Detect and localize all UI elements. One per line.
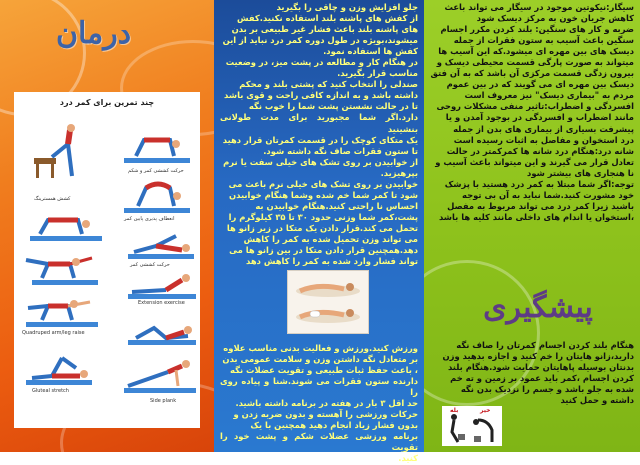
- lift-no-label: خیر: [480, 407, 491, 414]
- caption-spine-move: حرکت کششی کمر و شکم: [128, 168, 184, 174]
- extension-figure: [126, 270, 198, 300]
- caption-side-plank: Side plank: [150, 398, 177, 404]
- middle-text-bottom: ورزش کنید.ورزش و فعالیت بدنی مناسب علاوه بر متعادل نگه داشتن وزن و سلامت عمومی بدن ، باعث حفظ ثبات طبیعی و تقویت عضلات نگه دارنده ستون فقرات می شوند.شنا و پیاده روی را حد اقل ۳ بار در هفته در برنامه داشته باشید. حرکات ورزشی را آهسته و بدون ضربه زدن و بدون فشار زیاد انجام دهید همچنین با یک برنامه ورزشی عضلات شکم و پشت خود را تقویت کنید.: [220, 343, 418, 464]
- bird-dog-figure: [22, 250, 102, 286]
- lift-yes-label: بله: [450, 407, 459, 414]
- caption-extension: Extension exercise: [138, 300, 185, 306]
- quadruped-figure: [22, 292, 102, 328]
- exercise-illustration-panel: [14, 92, 200, 428]
- right-text-top: سیگار:نیکوتین موجود در سیگار می تواند باعث کاهش جریان خون به مرکز دیسک شود ضربه و کار های سنگین: بلند کردن مکرر اجسام سنگین باعث آسیب به ستون فقرات از جمله دیسک های بین مهره ای میشود.که این آسیب ها میتواند به صورت پارگی قسمت محیطی دیسک و بیرون زدگی قسمت مرکزی آن باشد که به آن فتق دیسک بین مهره ای می گویند که در بین عموم مردم به "بیماری دیسک" نیز معروف است افسردگی و اضطراب:تاثیر منفی مشکلات روحی مانند اضطراب و افسردگی در بوجود آمدن و یا پیشرفت بسیاری از بیماری های بدن از جمله درد استخوان و مفاصل به اثبات رسیده است شانه درد:هنگام درد شانه ها کمرکمتر در حالت تعادل قرار می گیرند و این میتواند باعث آسیب و نا هنجاری های بیشتر شود توجه:اگر شما مبتلا به کمر درد هستید با پزشک خود مشورت کنید.شما نباید به آن بی توجه باشید زیرا کمر درد می تواند مربوط به مفصل ،استخوان یا اندام های داخلی مانند کلیه ها باشد: [430, 2, 634, 222]
- middle-text-top: جلو افزایش وزن و چاقی را بگیرید از کفش های پاشنه بلند استفاده نکنید.کفش های پاشنه بلند باعث فشار غیر طبیعی بر بدن میشوند،بویژه در طول دوره کمر درد نباید از این کفش ها استفاده نمود. در هنگام کار و مطالعه در پشت میز، در وضعیت مناسب قرار بگیرید. صندلی را انتخاب کنید که پشتی بلند و محکم داشته باشد و به اندازه کافی راحت و قوی باشد تا در حالت نشستن پشت شما را خوب نگه دارد.اگر شما مجبورید برای مدت طولانی بنشینید یک متکای کوچک را در قسمت کمرتان قرار دهید تا ستون فقرات صاف نگه داشته شود. از خوابیدن بر روی تشک های خیلی سفت یا نرم بپرهیزید. خوابیدن بر روی تشک های خیلی نرم باعث می شود تا کمر شما خم شده وشما هنگام خوابیدن احساس نا راحتی کنید.هنگام خوابیدن به پشت،کمر شما وزنی حدود ۳۰ تا ۳۵ کیلوگرم را تحمل می کند.قرار دادن یک متکا در زیر زانو ها می تواند وزن تحمیل شده به کمر را کاهش دهد.همچنین قرار دادن متکا در بین زانو ها می تواند فشار وارد شده به کمر را کاهش دهد: [220, 2, 418, 267]
- caption-gluteal: Gluteal stretch: [32, 388, 69, 394]
- gluteal-stretch-figure: [22, 342, 96, 386]
- lower-back-flex-figure: [122, 176, 192, 216]
- exercises-heading: چند تمرین برای کمر درد: [59, 98, 155, 107]
- caption-quadruped: Quadruped arm/leg raise: [22, 330, 85, 336]
- hamstring-stretch-figure: [32, 124, 84, 182]
- side-plank-figure: [122, 354, 198, 394]
- back-stretch-figure: [126, 228, 196, 260]
- treatment-title: درمان: [56, 16, 132, 51]
- caption-hamstring: کشش همسترینگ: [34, 196, 71, 202]
- caption-lower-back-flex: انعطاف پذیری پایین کمر: [124, 216, 175, 222]
- right-text-bottom: هنگام بلند کردن اجسام کمرتان را صاف نگه دارید،زانو هایتان را خم کنید و اجازه بدهید وزن بدنتان بوسیله پاهایتان حمایت شود.هنگام بلند کردن اجسام ،کمر باید عمود بر زمین و ته خم شده به جلو باشد و جسم را نزدیک بدن نگه داشته و حمل کنید: [442, 340, 634, 406]
- spine-move-figure: [122, 126, 192, 166]
- prevention-title: پیشگیری: [483, 290, 593, 325]
- lifting-posture-illustration: [442, 406, 502, 446]
- caption-back-stretch: حرکت کششی کمر: [130, 262, 170, 268]
- child-pose-figure: [28, 208, 104, 242]
- sleeping-posture-photo: [287, 270, 369, 334]
- crunch-figure: [126, 318, 198, 346]
